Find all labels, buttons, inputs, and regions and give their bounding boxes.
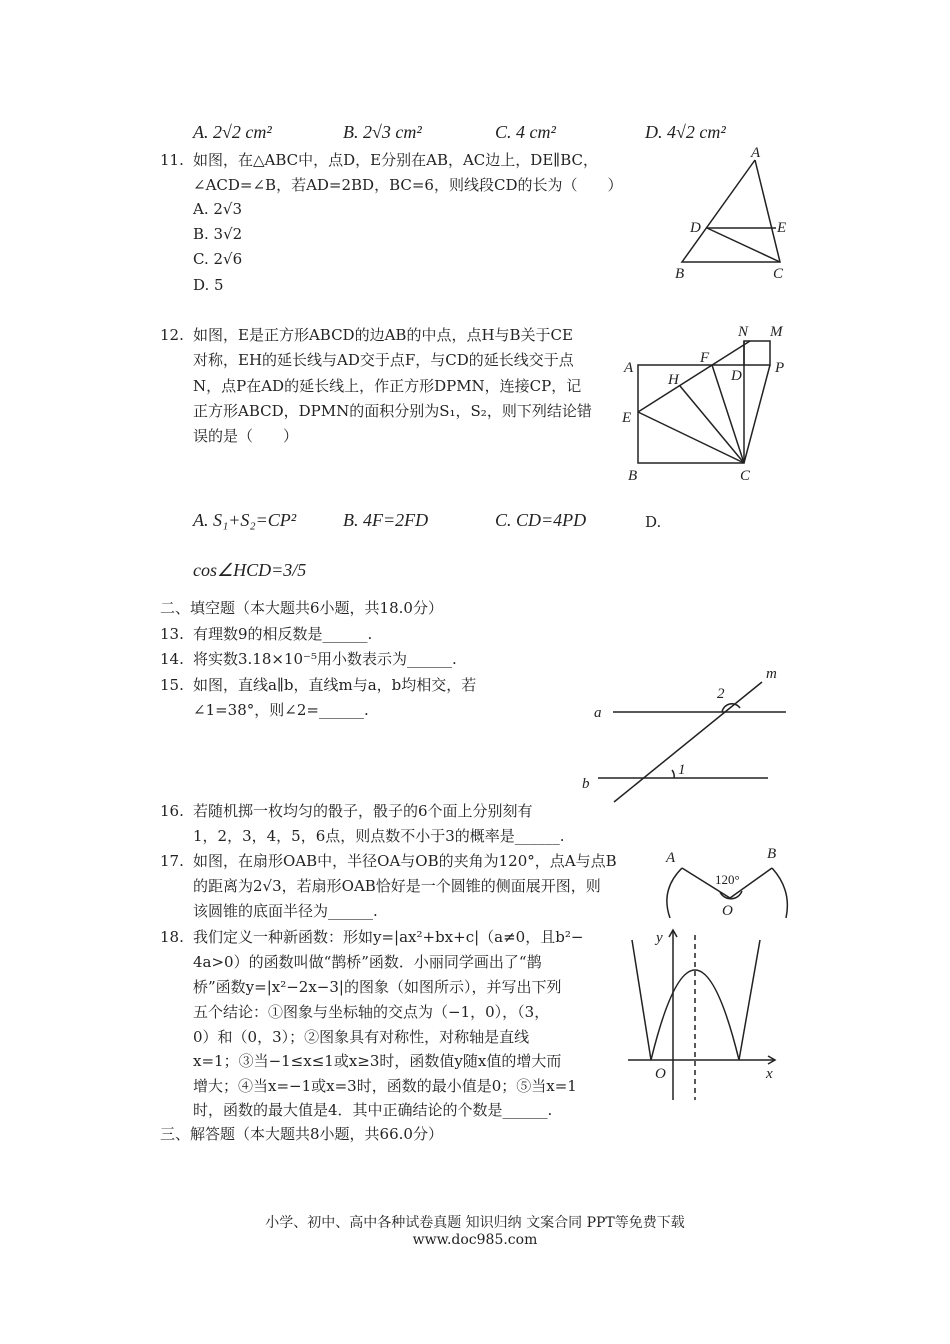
q12-number: 12.: [160, 326, 184, 344]
label-a: A: [666, 850, 676, 866]
q15-text: ∠1=38°，则∠2=______.: [193, 701, 369, 719]
footer-link[interactable]: www.doc985.com: [412, 1232, 538, 1248]
section-2-heading: 二、填空题（本大题共6小题，共18.0分）: [160, 599, 443, 617]
label-angle-1: 1: [678, 762, 686, 778]
q11-text: ∠ACD=∠B，若AD=2BD，BC=6，则线段CD的长为（ ）: [193, 176, 623, 194]
q17-text: 该圆锥的底面半径为______.: [193, 902, 378, 920]
label-c: C: [773, 266, 784, 282]
q16-number: 16.: [160, 802, 184, 820]
label-a: a: [594, 705, 602, 721]
q11-option-a: A. 2√3: [193, 200, 243, 218]
q13-text: 有理数9的相反数是______.: [193, 625, 373, 643]
label-e: E: [622, 410, 632, 426]
q12-text: 正方形ABCD，DPMN的面积分别为S₁，S₂，则下列结论错: [193, 402, 592, 420]
q12-text: 误的是（ ）: [193, 427, 299, 445]
q18-text: 我们定义一种新函数：形如y=|ax²+bx+c|（a≠0，且b²−: [193, 928, 584, 946]
q18-text: 0）和（0，3）；②图象具有对称性，对称轴是直线: [193, 1028, 530, 1046]
q12-option-a: A. S₁+S₂=CP²: [193, 510, 297, 530]
label-b: b: [582, 776, 590, 792]
q15-number: 15.: [160, 676, 184, 694]
q12-option-b: B. 4F=2FD: [343, 510, 429, 530]
q17-text: 的距离为2√3，若扇形OAB恰好是一个圆锥的侧面展开图，则: [193, 877, 601, 895]
label-o: O: [655, 1066, 666, 1082]
label-m: m: [766, 666, 777, 682]
q12-text: 对称，EH的延长线与AD交于点F，与CD的延长线交于点: [193, 351, 574, 369]
label-e: E: [777, 220, 787, 236]
label-c: C: [740, 468, 751, 484]
q11-number: 11.: [160, 151, 184, 169]
q12-option-d-value: cos∠HCD=3/5: [193, 560, 307, 580]
q16-text: 若随机掷一枚均匀的骰子，骰子的6个面上分别刻有: [193, 802, 533, 820]
label-o: O: [722, 903, 733, 919]
q12-text: 如图，E是正方形ABCD的边AB的中点，点H与B关于CE: [193, 326, 573, 344]
q17-number: 17.: [160, 852, 184, 870]
q12-option-c: C. CD=4PD: [495, 510, 587, 530]
label-m: M: [770, 324, 783, 340]
q18-text: 五个结论：①图象与坐标轴的交点为（−1，0），（3，: [193, 1003, 550, 1021]
q18-text: 增大；④当x=−1或x=3时，函数的最小值是0；⑤当x=1: [193, 1077, 577, 1095]
q11-text: 如图，在△ABC中，点D，E分别在AB，AC边上，DE∥BC，: [193, 151, 598, 169]
q18-text: 4a>0）的函数叫做“鹊桥”函数．小丽同学画出了“鹊: [193, 953, 542, 971]
q10-option-a: A. 2√2 cm²: [193, 122, 272, 142]
q13-number: 13.: [160, 625, 184, 643]
q17-text: 如图，在扇形OAB中，半径OA与OB的夹角为120°，点A与点B: [193, 852, 617, 870]
label-p: P: [775, 360, 785, 376]
q10-option-b: B. 2√3 cm²: [343, 122, 422, 142]
label-y: y: [656, 930, 663, 946]
label-b: B: [675, 266, 685, 282]
footer-text: 小学、初中、高中各种试卷真题 知识归纳 文案合同 PPT等免费下载: [265, 1215, 685, 1231]
q18-text: 时，函数的最大值是4．其中正确结论的个数是______.: [193, 1101, 553, 1119]
label-a: A: [751, 145, 761, 161]
label-d: D: [690, 220, 701, 236]
q18-text: x=1；③当−1≤x≤1或x≥3时，函数值y随x值的增大而: [193, 1052, 562, 1070]
label-n: N: [738, 324, 749, 340]
figure-stroke: [632, 940, 760, 1060]
label-120-degrees: 120°: [715, 872, 740, 887]
label-b: B: [628, 468, 638, 484]
label-angle-2: 2: [717, 686, 725, 702]
q11-option-c: C. 2√6: [193, 250, 243, 268]
label-b: B: [767, 846, 777, 862]
q10-option-c: C. 4 cm²: [495, 122, 556, 142]
label-h: H: [668, 372, 679, 388]
q18-text: 桥”函数y=|x²−2x−3|的图象（如图所示），并写出下列: [193, 978, 562, 996]
label-x: x: [766, 1066, 773, 1082]
label-f: F: [700, 350, 710, 366]
q15-text: 如图，直线a∥b，直线m与a，b均相交，若: [193, 676, 477, 694]
section-3-heading: 三、解答题（本大题共8小题，共66.0分）: [160, 1125, 443, 1143]
q14-text: 将实数3.18×10⁻⁵用小数表示为______.: [193, 650, 457, 668]
q11-option-d: D. 5: [193, 276, 224, 294]
q12-text: N，点P在AD的延长线上，作正方形DPMN，连接CP，记: [193, 377, 582, 395]
q16-text: 1，2，3，4，5，6点，则点数不小于3的概率是______.: [193, 827, 565, 845]
label-d: D: [731, 368, 742, 384]
label-a: A: [624, 360, 634, 376]
q12-option-d: D.: [645, 513, 662, 531]
q14-number: 14.: [160, 650, 184, 668]
q18-number: 18.: [160, 928, 184, 946]
q11-option-b: B. 3√2: [193, 225, 243, 243]
q10-option-d: D. 4√2 cm²: [645, 122, 726, 142]
